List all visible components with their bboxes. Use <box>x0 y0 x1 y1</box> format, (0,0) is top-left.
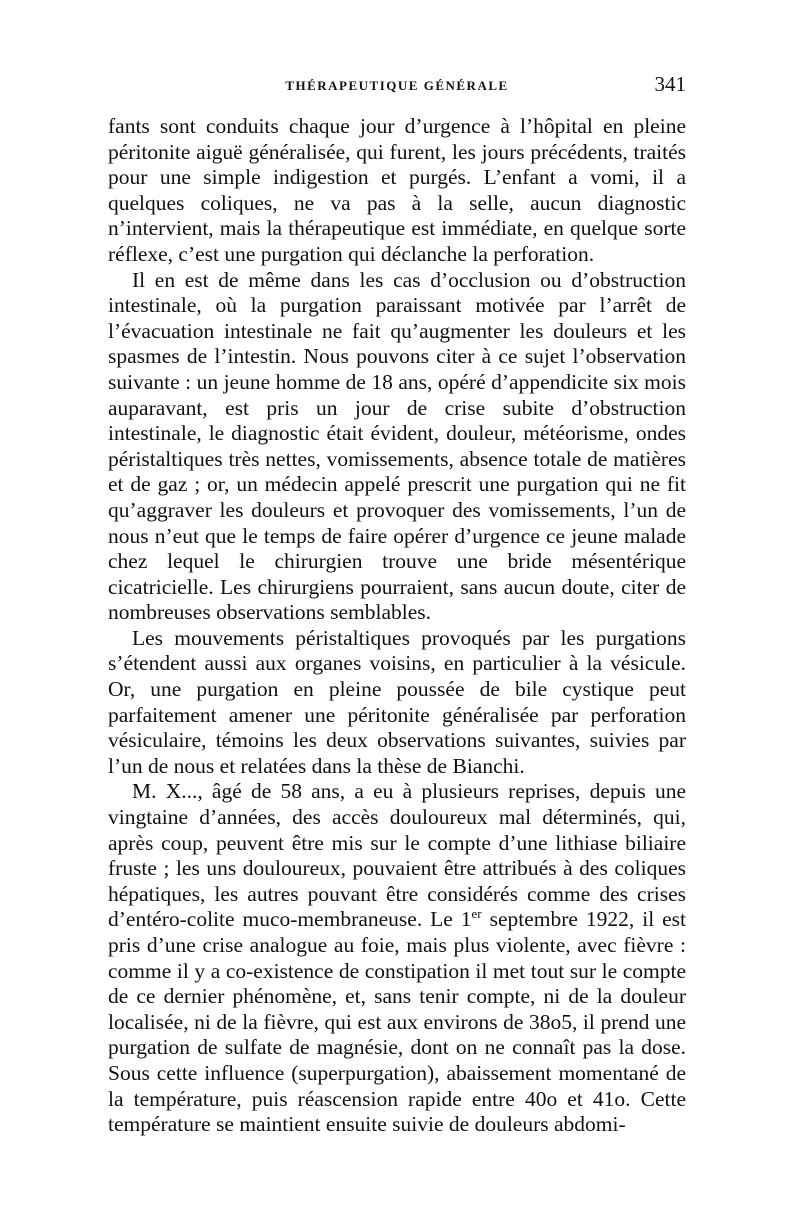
page-header <box>108 72 686 102</box>
paragraph-observation <box>108 779 686 1137</box>
paragraph-vesicule: Les mouvements péristaltiques provoqués par les purgations s’étendent aussi aux organes voisins, en particulier à la vésicule. Or, une purgation en pleine poussée de bile cystique peut parfaitement amener une péritonite généralisée par perforation vésiculaire, témoins les deux observations suivantes, suivies par l’un de nous et relatées dans la thèse de Bianchi. <box>108 625 686 778</box>
running-title: THÉRAPEUTIQUE GÉNÉRALE <box>285 78 509 93</box>
paragraph-continuation: fants sont conduits chaque jour d’urgence à l’hôpital en pleine péritonite aiguë généralisée, qui furent, les jours précédents, traités pour une simple indigestion et purgés. L’enfant a vomi, il a quelques coliques, ne va pas à la selle, aucun diagnostic n’intervient, mais la thérapeutique est immédiate, en quelque sorte réflexe, c’est une purgation qui déclanche la perforation. <box>108 114 686 266</box>
observation-text-start: M. X..., âgé de 58 ans, a eu à plusieurs reprises, depuis une vingtaine d’années, des accès douloureux mal déterminés, qui, après coup, peuvent être mis sur le compte d’une lithiase biliaire fruste ; les uns douloureux, pouvaient être attribués à des coliques hépatiques, les autres pouvant être considérés comme des crises d’entéro-colite muco-membraneuse. Le 1 <box>108 779 686 932</box>
ordinal-superscript: er <box>471 906 482 922</box>
page-number: 341 <box>654 72 686 96</box>
observation-text-end: septembre 1922, il est pris d’une crise analogue au foie, mais plus violente, avec fièvre : comme il y a co-existence de constipation il met tout sur le compte de ce dernier phénomène, et, sans tenir compte, ni de la douleur localisée, ni de la fièvre, qui est aux environs de 38o5, il prend une purgation de sulfate de magnésie, dont on ne connaît pas la dose. Sous cette influence (superpurgation), abaissement momentané de la température, puis réascension rapide entre 40o et 41o. Cette température se maintient ensuite suivie de douleurs abdomi- <box>108 907 687 1137</box>
body-text <box>108 114 686 1138</box>
paragraph-occlusion: Il en est de même dans les cas d’occlusion ou d’obstruction intestinale, où la purgation paraissant motivée par l’arrêt de l’évacuation intestinale ne fait qu’augmenter les douleurs et les spasmes de l’intestin. Nous pouvons citer à ce sujet l’observation suivante : un jeune homme de 18 ans, opéré d’appendicite six mois auparavant, est pris un jour de crise subite d’obstruction intestinale, le diagnostic était évident, douleur, météorisme, ondes péristaltiques très nettes, vomissements, absence totale de matières et de gaz ; or, un médecin appelé prescrit une purgation qui ne fit qu’aggraver les douleurs et provoquer des vomissements, l’un de nous n’eut que le temps de faire opérer d’urgence ce jeune malade chez lequel le chirurgien trouve une bride mésentérique cicatricielle. Les chirurgiens pourraient, sans aucun doute, citer de nombreuses observations semblables. <box>108 267 686 625</box>
